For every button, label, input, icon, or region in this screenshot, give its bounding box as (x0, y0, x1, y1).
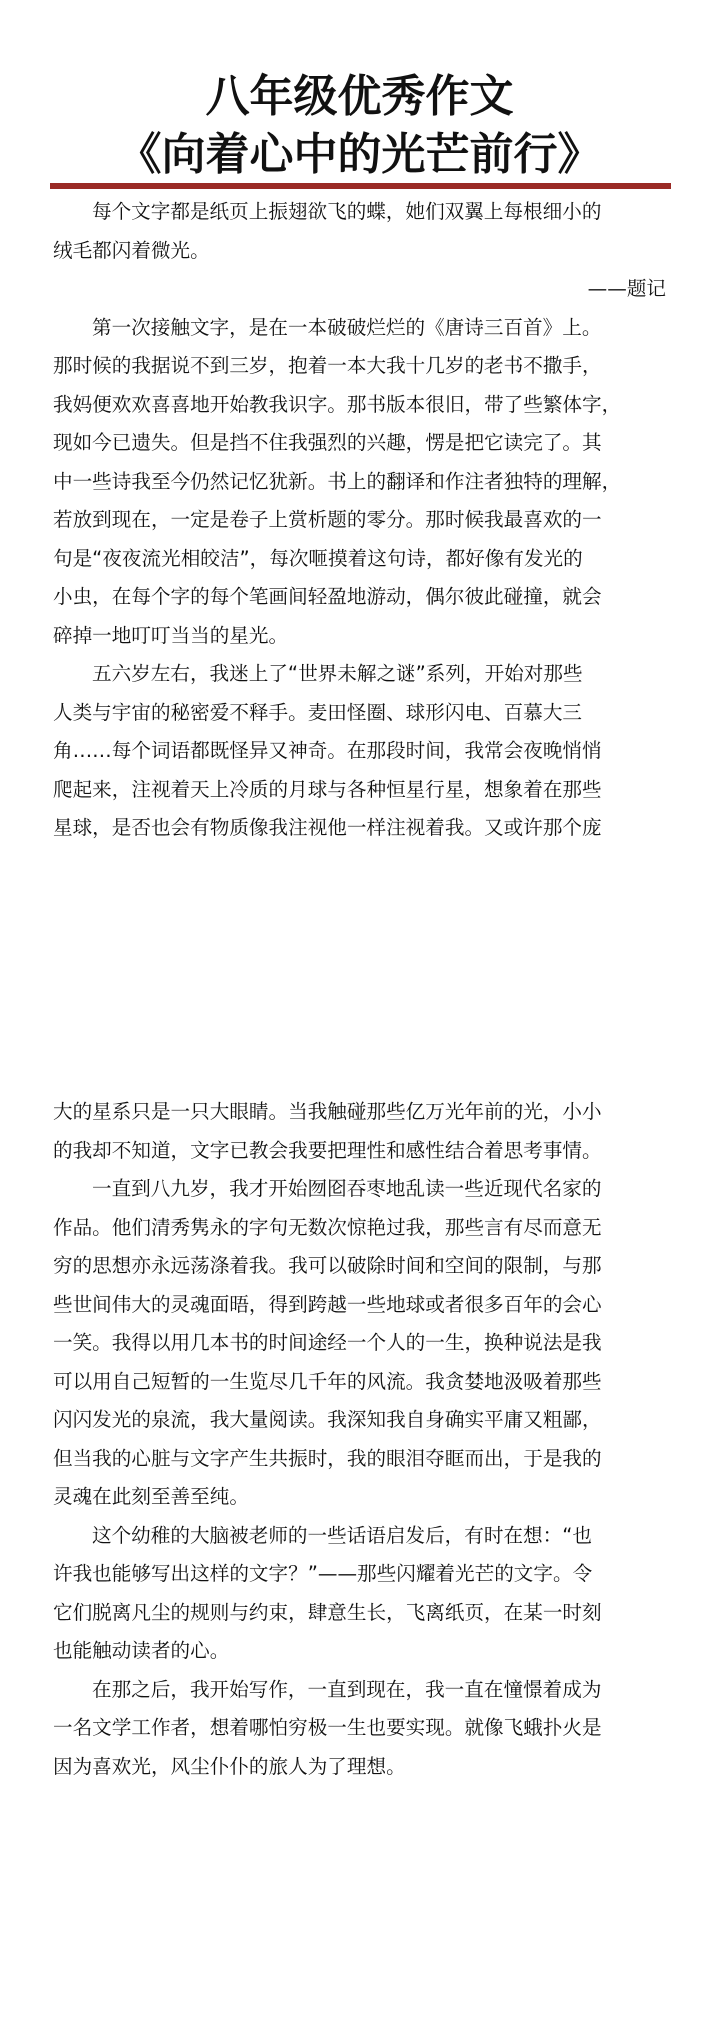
title-line-grade: 八年级优秀作文 (205, 71, 514, 122)
epigraph-attribution: ——题记 (587, 277, 666, 300)
paragraph-line: 第一次接触文字，是在一本破破烂烂的《唐诗三百首》上。 (92, 315, 602, 339)
title-line-essay-name: 《向着心中的光芒前行》 (117, 129, 602, 180)
paragraph-line: 闪闪发光的泉流，我大量阅读。我深知我自身确实平庸又粗鄙， (53, 1408, 602, 1431)
epigraph-line: 每个文字都是纸页上振翅欲飞的蝶，她们双翼上每根细小的 (92, 200, 602, 223)
paragraph-line: 因为喜欢光，风尘仆仆的旅人为了理想。 (53, 1754, 406, 1778)
epigraph-line: 绒毛都闪着微光。 (53, 238, 210, 262)
paragraph-line: 碎掉一地叮叮当当的星光。 (53, 623, 289, 647)
paragraph-line: 灵魂在此刻至善至纯。 (53, 1485, 249, 1508)
paragraph-line: 那时候的我据说不到三岁，抱着一本大我十几岁的老书不撒手， (53, 354, 602, 377)
article-body-part-1 (53, 193, 674, 848)
paragraph-line: 一笑。我得以用几本书的时间途经一个人的一生，换种说法是我 (53, 1331, 602, 1354)
paragraph-line: 些世间伟大的灵魂面晤，得到跨越一些地球或者很多百年的会心 (53, 1292, 602, 1316)
paragraph-line: 一直到八九岁，我才开始囫囵吞枣地乱读一些近现代名家的 (92, 1177, 602, 1200)
paragraph-line: 的我却不知道，文字已教会我要把理性和感性结合着思考事情。 (53, 1138, 602, 1162)
paragraph-line: 也能触动读者的心。 (53, 1639, 230, 1662)
paragraph-line: 爬起来，注视着天上冷质的月球与各种恒星行星，想象着在那些 (53, 777, 602, 801)
title-divider (50, 183, 671, 189)
paragraph-line: 现如今已遗失。但是挡不住我强烈的兴趣，愣是把它读完了。其 (53, 431, 602, 454)
paragraph-line: 星球，是否也会有物质像我注视他一样注视着我。又或许那个庞 (53, 816, 602, 839)
paragraph-line: 一名文学工作者，想着哪怕穷极一生也要实现。就像飞蛾扑火是 (53, 1716, 602, 1739)
paragraph-line: 人类与宇宙的秘密爱不释手。麦田怪圈、球形闪电、百慕大三 (53, 700, 583, 724)
paragraph-line: 穷的思想亦永远荡涤着我。我可以破除时间和空间的限制，与那 (53, 1254, 602, 1277)
paragraph-line: 若放到现在，一定是卷子上赏析题的零分。那时候我最喜欢的一 (53, 508, 602, 531)
article-title (0, 68, 719, 184)
paragraph-line: 中一些诗我至今仍然记忆犹新。书上的翻译和作注者独特的理解， (53, 469, 622, 493)
paragraph-line: 作品。他们清秀隽永的字句无数次惊艳过我，那些言有尽而意无 (53, 1215, 602, 1239)
paragraph-line: 但当我的心脏与文字产生共振时，我的眼泪夺眶而出，于是我的 (53, 1446, 602, 1470)
paragraph-line: 我妈便欢欢喜喜地开始教我识字。那书版本很旧，带了些繁体字， (53, 392, 622, 416)
paragraph-line: 句是“夜夜流光相皎洁”，每次咂摸着这句诗，都好像有发光的 (53, 546, 583, 570)
paragraph-line: 角……每个词语都既怪异又神奇。在那段时间，我常会夜晚悄悄 (53, 739, 602, 762)
paragraph-line: 可以用自己短暂的一生览尽几千年的风流。我贪婪地汲吸着那些 (53, 1369, 602, 1393)
paragraph-line: 大的星系只是一只大眼睛。当我触碰那些亿万光年前的光，小小 (53, 1100, 602, 1123)
paragraph-line: 小虫，在每个字的每个笔画间轻盈地游动，偶尔彼此碰撞，就会 (53, 585, 602, 608)
article-body-part-2 (53, 1093, 674, 1786)
paragraph-line: 它们脱离凡尘的规则与约束，肆意生长，飞离纸页，在某一时刻 (53, 1600, 602, 1624)
paragraph-line: 五六岁左右，我迷上了“世界未解之谜”系列，开始对那些 (92, 662, 583, 685)
paragraph-line: 许我也能够写出这样的文字？”——那些闪耀着光芒的文字。令 (53, 1562, 593, 1585)
paragraph-line: 在那之后，我开始写作，一直到现在，我一直在憧憬着成为 (92, 1677, 602, 1701)
paragraph-line: 这个幼稚的大脑被老师的一些话语启发后，有时在想：“也 (92, 1523, 592, 1547)
